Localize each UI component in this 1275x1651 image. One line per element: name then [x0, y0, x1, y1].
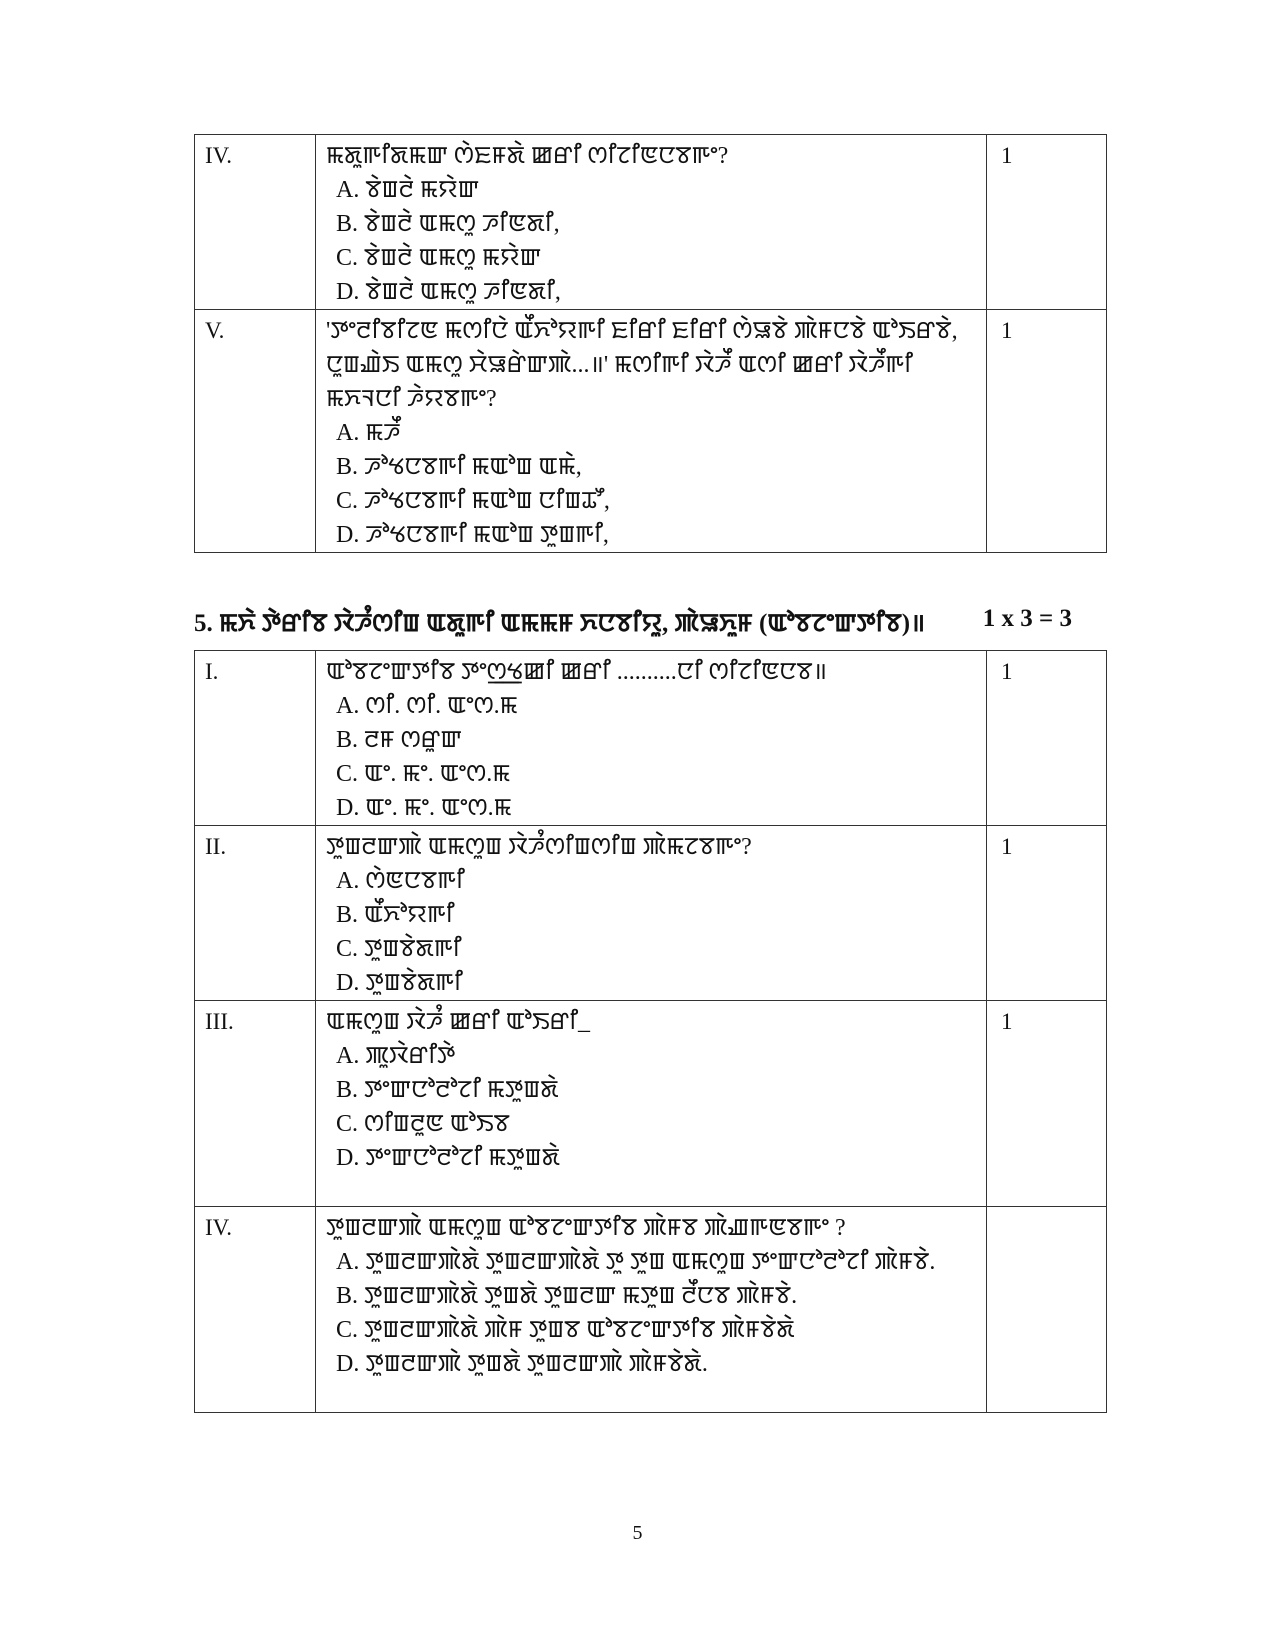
question-body [316, 135, 987, 310]
question-number: III. [195, 1001, 316, 1207]
question-stem: ꯇꯨꯡꯂꯛꯄꯥ ꯑꯃꯁꯨꯡ ꯑꯣꯕꯖꯦꯛꯇꯤꯕ ꯄꯥꯝꯕ ꯄꯥꯉꯒꯟꯕꯒꯦ ? [326, 1215, 846, 1241]
page-number: 5 [632, 1522, 643, 1544]
question-mark: 1 [987, 826, 1107, 1001]
option: A. ꯃꯍꯩ [336, 420, 401, 446]
question-mark: 1 [987, 135, 1107, 310]
option: D. ꯑꯦ. ꯃꯦ. ꯑꯦꯁ.ꯃ [336, 795, 512, 821]
option: A. ꯕꯥꯡꯂꯥ ꯃꯌꯥꯛ [336, 177, 480, 203]
option: A. ꯁꯤ. ꯁꯤ. ꯑꯦꯁ.ꯃ [336, 693, 518, 719]
option: B. ꯑꯩꯈꯣꯌꯒꯤ [336, 902, 455, 928]
question-stem: ꯇꯨꯡꯂꯛꯄꯥ ꯑꯃꯁꯨꯡ ꯋꯥꯍꯪꯁꯤꯡꯁꯤꯡ ꯄꯥꯃꯖꯕꯒꯦ? [326, 834, 752, 860]
question-stem: 'ꯇꯦꯂꯤꯕꯤꯖꯟ ꯃꯁꯤꯅꯥ ꯑꯩꯈꯣꯌꯒꯤ ꯐꯤꯔꯤ ꯐꯤꯔꯤ ꯁꯥꯎꯕꯥ ꯄꯥꯝꯅꯕꯥ ꯑꯣꯏꯔꯕꯥ, ꯅꯨꯡꯉꯥꯏ ꯑꯃꯁꯨ ꯆꯥꯎꯔꯥꯛꯄꯥ...॥' ꯃꯁꯤꯒꯤ ꯋꯥꯍꯩ ꯑꯁꯤ ꯀꯔꯤ ꯋꯥꯍꯩꯒꯤ ꯃꯈꯜꯅꯤ ꯍꯥꯌꯕꯒꯦ? [326, 318, 958, 412]
question-body [316, 310, 987, 553]
option: B. ꯇꯨꯡꯂꯛꯄꯥꯗꯥ ꯇꯨꯡꯗꯥ ꯇꯨꯡꯂꯛ ꯃꯇꯨꯡ ꯂꯩꯅꯕ ꯄꯥꯝꯕꯥ. [336, 1283, 798, 1309]
option: B. ꯍꯣꯠꯅꯕꯒꯤ ꯃꯑꯣꯡ ꯑꯃꯥ, [336, 454, 582, 480]
question-body [316, 651, 987, 826]
question-row [195, 1207, 1107, 1413]
question-number: IV. [195, 135, 316, 310]
question-number: II. [195, 826, 316, 1001]
question-number: IV. [195, 1207, 316, 1413]
option: A. ꯇꯨꯡꯂꯛꯄꯥꯗꯥ ꯇꯨꯡꯂꯛꯄꯥꯗꯥ ꯇꯨ ꯇꯨꯡ ꯑꯃꯁꯨꯡ ꯇꯦꯛꯅꯣꯂꯣꯖꯤ ꯄꯥꯝꯕꯥ. [336, 1249, 936, 1275]
option: A. ꯁꯥꯟꯅꯕꯒꯤ [336, 868, 465, 894]
option: B. ꯂꯝ ꯁꯔꯨꯛ [336, 727, 462, 753]
option: B. ꯇꯦꯛꯅꯣꯂꯣꯖꯤ ꯃꯇꯨꯡꯗꯥ [336, 1077, 559, 1103]
question-mark: 1 [987, 310, 1107, 553]
option: D. ꯇꯦꯛꯅꯣꯂꯣꯖꯤ ꯃꯇꯨꯡꯗꯥ [336, 1145, 560, 1171]
option: D. ꯇꯨꯡꯕꯥꯗꯒꯤ [336, 970, 463, 996]
question-body [316, 826, 987, 1001]
option: C. ꯁꯤꯡꯂꯨꯟ ꯑꯣꯏꯕ [336, 1111, 510, 1137]
option: D. ꯕꯥꯡꯂꯥ ꯑꯃꯁꯨ ꯍꯤꯟꯗꯤ, [336, 279, 561, 305]
question-body [316, 1207, 987, 1413]
question-stem: ꯃꯗꯨꯒꯤꯗꯃꯛ ꯁꯥꯐꯝꯗꯥ ꯀꯔꯤ ꯁꯤꯖꯤꯟꯅꯕꯒꯦ? [326, 143, 729, 169]
question-stem: ꯑꯣꯕꯖꯦꯛꯇꯤꯕ ꯇꯦꯁ꯭ꯠꯀꯤ ꯀꯔꯤ ..........ꯅꯤ ꯁꯤꯖꯤꯟꯅꯕ॥ [326, 659, 828, 685]
question-mark: 1 [987, 1001, 1107, 1207]
option: C. ꯕꯥꯡꯂꯥ ꯑꯃꯁꯨ ꯃꯌꯥꯛ [336, 245, 542, 271]
section-heading [194, 605, 1072, 640]
question-number: I. [195, 651, 316, 826]
option: D. ꯇꯨꯡꯂꯛꯄꯥ ꯇꯨꯡꯗꯥ ꯇꯨꯡꯂꯛꯄꯥ ꯄꯥꯝꯕꯥꯗꯥ. [336, 1351, 708, 1377]
question-stem: ꯑꯃꯁꯨꯡ ꯋꯥꯍꯪ ꯀꯔꯤ ꯑꯣꯏꯔꯤ_ [326, 1009, 591, 1035]
question-table-2 [194, 650, 1107, 1413]
question-number: V. [195, 310, 316, 553]
question-mark [987, 1207, 1107, 1413]
option: C. ꯍꯣꯠꯅꯕꯒꯤ ꯃꯑꯣꯡ ꯅꯤꯡꯊꯧ, [336, 488, 610, 514]
question-body [316, 1001, 987, 1207]
question-row [195, 310, 1107, 553]
question-row [195, 826, 1107, 1001]
question-mark: 1 [987, 651, 1107, 826]
question-table-1 [194, 134, 1107, 553]
option: D. ꯍꯣꯠꯅꯕꯒꯤ ꯃꯑꯣꯡ ꯇꯨꯡꯒꯤ, [336, 522, 609, 548]
question-row [195, 135, 1107, 310]
option: C. ꯇꯨꯡꯕꯥꯗꯒꯤ [336, 936, 462, 962]
option: A. ꯄꯨꯋꯥꯔꯤꯇꯥ [336, 1043, 456, 1069]
option: C. ꯑꯦ. ꯃꯦ. ꯑꯦꯁ.ꯃ [336, 761, 511, 787]
section-marks: 1 x 3 = 3 [982, 605, 1072, 632]
option: B. ꯕꯥꯡꯂꯥ ꯑꯃꯁꯨ ꯍꯤꯟꯗꯤ, [336, 211, 560, 237]
option: C. ꯇꯨꯡꯂꯛꯄꯥꯗꯥ ꯄꯥꯝ ꯇꯨꯡꯕ ꯑꯣꯕꯖꯦꯛꯇꯤꯕ ꯄꯥꯝꯕꯥꯗꯥ [336, 1317, 795, 1343]
question-row [195, 1001, 1107, 1207]
question-row [195, 651, 1107, 826]
section-title: 5. ꯃꯈꯥ ꯇꯥꯔꯤꯕ ꯋꯥꯍꯪꯁꯤꯡ ꯑꯗꯨꯒꯤ ꯑꯃꯃꯝ ꯈꯅꯕꯤꯌꯨ, ꯄꯥꯎꯈꯨꯝ (ꯑꯣꯕꯖꯦꯛꯇꯤꯕ)॥ [194, 610, 926, 637]
